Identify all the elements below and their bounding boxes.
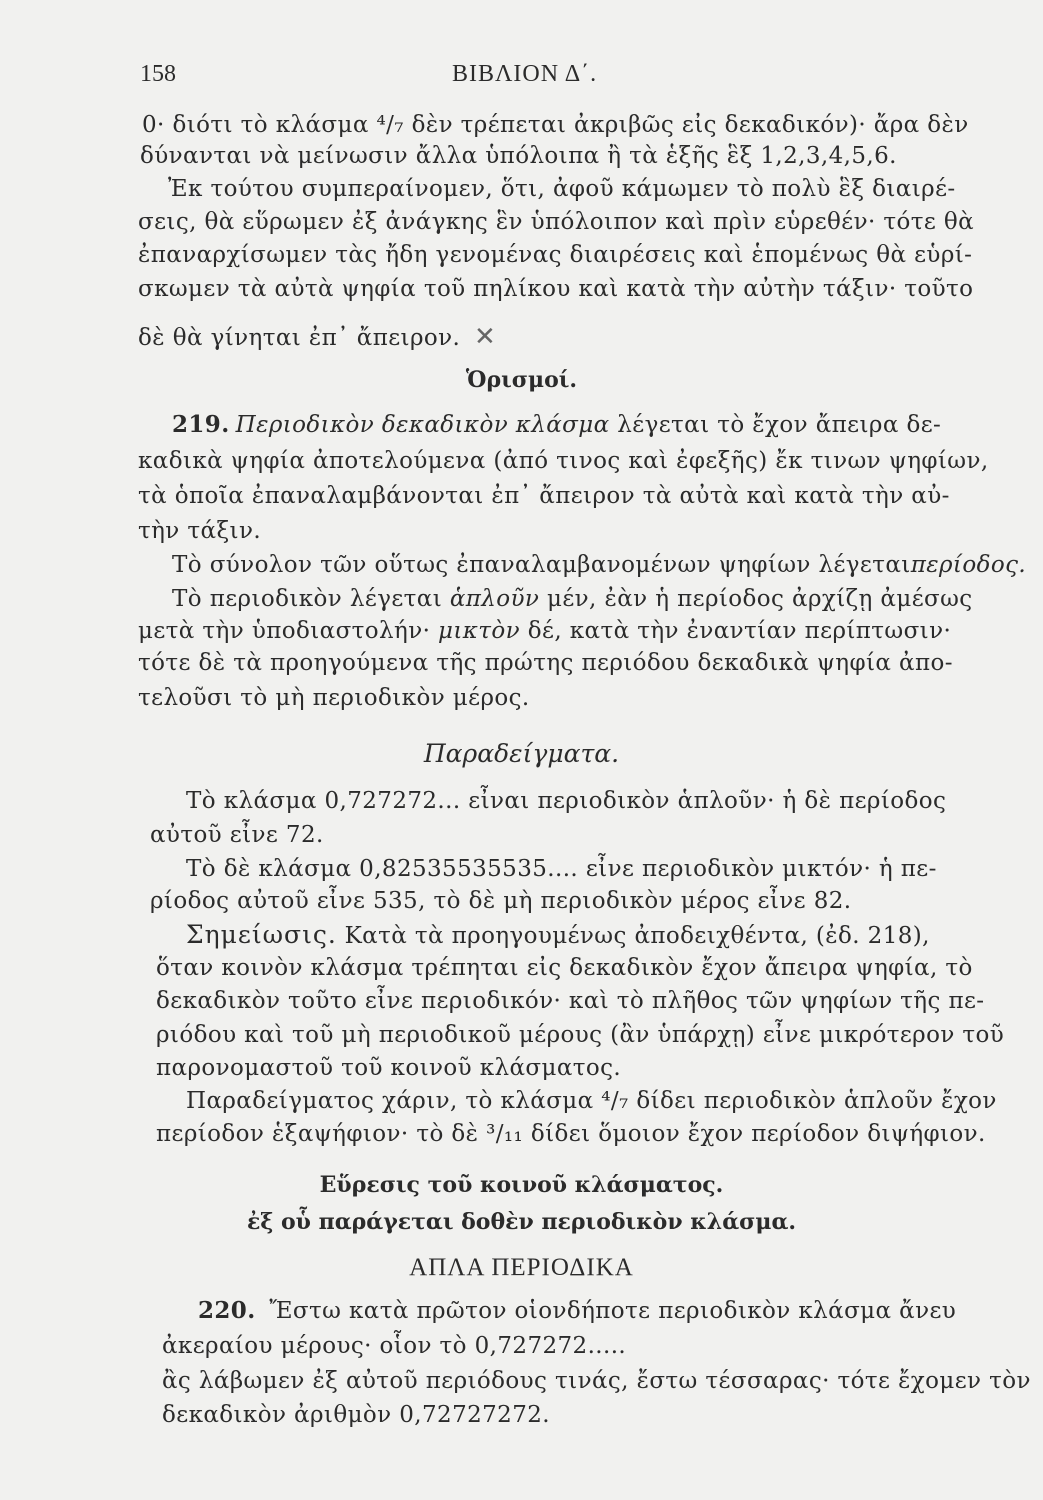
page-number: 158	[140, 61, 176, 87]
text-line: τότε δὲ τὰ προηγούμενα τῆς πρώτης περιόδου δεκαδικὰ ψηφία ἀπο-	[138, 650, 953, 676]
article-number: 220.	[198, 1297, 256, 1324]
text-line: 0· διότι τὸ κλάσμα ⁴/₇ δὲν τρέπεται ἀκριβῶς εἰς δεκαδικόν)· ἄρα δὲν	[142, 112, 969, 138]
article-number: 219.	[172, 411, 230, 438]
text-line: τελοῦσι τὸ μὴ περιοδικὸν μέρος.	[138, 685, 530, 711]
text-line: δεκαδικὸν ἀριθμὸν 0,72727272.	[162, 1402, 550, 1428]
text-line	[138, 616, 951, 646]
text-span: Τὸ περιοδικὸν λέγεται	[172, 586, 443, 612]
text-line: δύνανται νὰ μείνωσιν ἄλλα ὑπόλοιπα ἢ τὰ ἑξῆς ἓξ 1,2,3,4,5,6.	[140, 143, 897, 169]
text-line: ὅταν κοινὸν κλάσμα τρέπηται εἰς δεκαδικὸν ἔχον ἄπειρα ψηφία, τὸ	[156, 955, 973, 981]
text-line: ἂς λάβωμεν ἐξ αὐτοῦ περιόδους τινάς, ἔστω τέσσαρας· τότε ἔχομεν τὸν	[162, 1368, 1031, 1394]
text-span: Ἔστω κατὰ πρῶτον οἱονδήποτε περιοδικὸν κλάσμα ἄνευ	[269, 1298, 957, 1324]
section-heading-definitions: Ὁρισμοί.	[465, 367, 578, 393]
defined-term: ἁπλοῦν	[449, 586, 540, 612]
defined-term: Περιοδικὸν δεκαδικὸν κλάσμα	[235, 412, 610, 438]
text-line: Ἐκ τούτου συμπεραίνομεν, ὅτι, ἀφοῦ κάμωμεν τὸ πολὺ ἓξ διαιρέ-	[168, 176, 956, 202]
article-219-first-line	[172, 410, 941, 440]
text-line: Παραδείγματος χάριν, τὸ κλάσμα ⁴/₇ δίδει περιοδικὸν ἁπλοῦν ἔχον	[186, 1088, 997, 1114]
margin-mark: ✕	[473, 322, 497, 352]
text-line	[138, 322, 496, 353]
text-span: δέ, κατὰ τὴν ἐναντίαν περίπτωσιν·	[527, 618, 952, 644]
text-line	[172, 550, 1026, 580]
article-220-first-line	[198, 1296, 956, 1326]
text-line: παρονομαστοῦ τοῦ κοινοῦ κλάσματος.	[156, 1055, 622, 1081]
text-line: περίοδον ἑξαψήφιον· τὸ δὲ ³/₁₁ δίδει ὅμοιον ἔχον περίοδον διψήφιον.	[156, 1121, 986, 1147]
text-line: δεκαδικὸν τοῦτο εἶνε περιοδικόν· καὶ τὸ πλῆθος τῶν ψηφίων τῆς πε-	[156, 988, 985, 1014]
text-line	[186, 920, 930, 951]
text-line: Τὸ κλάσμα 0,727272... εἶναι περιοδικὸν ἁπλοῦν· ἡ δὲ περίοδος	[186, 788, 947, 814]
section-heading-find: Εὕρεσις τοῦ κοινοῦ κλάσματος.	[319, 1172, 724, 1198]
text-span: μέν, ἐὰν ἡ περίοδος ἀρχίζῃ ἀμέσως	[547, 586, 973, 612]
text-span: Κατὰ τὰ προηγουμένως ἀποδειχθέντα, (ἐδ. 218),	[344, 923, 930, 949]
text-line: ρίοδος αὐτοῦ εἶνε 535, τὸ δὲ μὴ περιοδικὸν μέρος εἶνε 82.	[150, 888, 852, 914]
text-line: τὰ ὁποῖα ἐπαναλαμβάνονται ἐπ᾽ ἄπειρον τὰ αὐτὰ καὶ κατὰ τὴν αὐ-	[138, 483, 950, 509]
text-line: αὐτοῦ εἶνε 72.	[150, 822, 324, 848]
note-label: Σημείωσις.	[186, 920, 337, 949]
text-line: ἀκεραίου μέρους· οἷον τὸ 0,727272.....	[162, 1333, 627, 1359]
running-title: ΒΙΒΛΙΟΝ Δ΄.	[452, 61, 598, 87]
defined-term: μικτὸν	[438, 618, 521, 644]
text-line: σεις, θὰ εὕρωμεν ἐξ ἀνάγκης ἓν ὑπόλοιπον καὶ πρὶν εὑρεθέν· τότε θὰ	[138, 209, 975, 235]
text-line	[172, 584, 973, 614]
text-span: Τὸ σύνολον τῶν οὕτως ἐπαναλαμβανομένων ψηφίων λέγεται	[172, 552, 911, 578]
section-heading-find-sub: ἐξ οὗ παράγεται δοθὲν περιοδικὸν κλάσμα.	[246, 1209, 797, 1235]
text-line: καδικὰ ψηφία ἀποτελούμενα (ἀπό τινος καὶ ἐφεξῆς) ἔκ τινων ψηφίων,	[138, 448, 989, 474]
text-span: μετὰ τὴν ὑποδιαστολήν·	[138, 618, 431, 644]
text-line: Τὸ δὲ κλάσμα 0,82535535535.... εἶνε περιοδικὸν μικτόν· ἡ πε-	[186, 856, 937, 882]
defined-term: περίοδος.	[910, 552, 1027, 578]
text-span: λέγεται τὸ ἔχον ἄπειρα δε-	[617, 412, 942, 438]
text-line: τὴν τάξιν.	[138, 518, 262, 544]
text-span: δὲ θὰ γίνηται ἐπ᾽ ἄπειρον.	[138, 325, 461, 351]
text-line: σκωμεν τὰ αὐτὰ ψηφία τοῦ πηλίκου καὶ κατὰ τὴν αὐτὴν τάξιν· τοῦτο	[138, 276, 974, 302]
section-heading-simple-periodic: ΑΠΛΑ ΠΕΡΙΟΔΙΚΑ	[409, 1254, 634, 1281]
text-line: ἐπαναρχίσωμεν τὰς ἤδη γενομένας διαιρέσεις καὶ ἑπομένως θὰ εὑρί-	[138, 242, 973, 268]
section-heading-examples: Παραδείγματα.	[423, 739, 620, 768]
text-line: ριόδου καὶ τοῦ μὴ περιοδικοῦ μέρους (ἂν ὑπάρχῃ) εἶνε μικρότερον τοῦ	[156, 1022, 1005, 1048]
